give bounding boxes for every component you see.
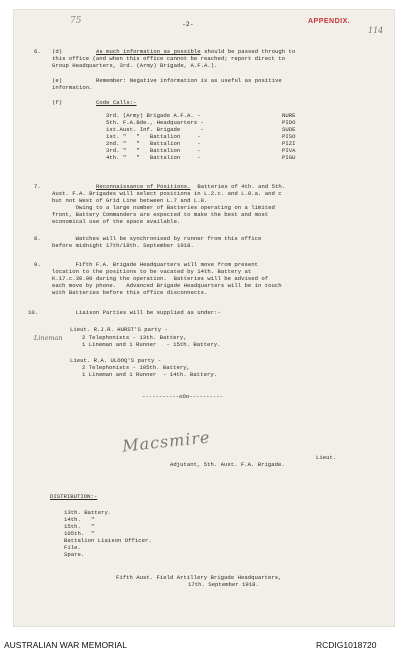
code-call-unit: 2nd. " " Battalion - bbox=[106, 140, 201, 147]
para6-d-line2: this office (and when this office cannot be reached; report direct to bbox=[52, 55, 285, 62]
para6-d-line1-rest: should be passed through to bbox=[200, 48, 296, 55]
para9-line5: with Batteries before this office disconnects. bbox=[52, 289, 208, 296]
para7-line4: Owing to a large number of Batteries operating on a limited bbox=[52, 204, 275, 211]
distribution-item: 105th. " bbox=[64, 530, 95, 537]
party1-title: Lieut. R.J.R. HURST'S party - bbox=[70, 326, 168, 333]
code-call-code: SUDE bbox=[282, 126, 296, 133]
distribution-item: Spare. bbox=[64, 551, 85, 558]
closing-line1: Fifth Aust. Field Artillery Brigade Headquarters, bbox=[116, 574, 282, 581]
para10-line1: Liaison Parties will be supplied as under:- bbox=[52, 309, 221, 316]
party1-handwritten-note: Lineman bbox=[34, 334, 63, 342]
para10-number: 10. bbox=[28, 309, 39, 316]
para8-line1: Watches will be synchronised by runner from this office bbox=[52, 235, 262, 242]
document-page bbox=[14, 10, 394, 626]
party1-line2: 1 Lineman and 1 Runner - 15th. Battery. bbox=[82, 341, 221, 348]
code-call-code: PISO bbox=[282, 133, 296, 140]
para6-e-line1: Remember: Negative information is as useful as positive bbox=[96, 77, 282, 84]
para7-heading: Reconnaissance of Positions. bbox=[96, 183, 191, 190]
distribution-item: 13th. Battery. bbox=[64, 509, 112, 516]
para7-number: 7. bbox=[34, 183, 41, 190]
para8-line2: before midnight 17th/18th. September 1918. bbox=[52, 242, 194, 249]
footer-reference: RCDIG1018720 bbox=[316, 640, 377, 650]
signature-handwritten: Macsmire bbox=[121, 427, 212, 456]
distribution-item: 14th. " bbox=[64, 516, 95, 523]
para6-d-label: (d) bbox=[52, 48, 63, 55]
appendix-stamp: APPENDIX. bbox=[308, 18, 351, 25]
footer-credit: AUSTRALIAN WAR MEMORIAL bbox=[4, 640, 127, 650]
para9-line4: each move by phone. Advanced Brigade Headquarters will be in touch bbox=[52, 282, 282, 289]
code-call-code: PIVA bbox=[282, 147, 296, 154]
distribution-item: File. bbox=[64, 544, 81, 551]
para7-line1-rest: Batteries of 4th. and 5th. bbox=[190, 183, 286, 190]
distribution-item: Battalion Liaison Officer. bbox=[64, 537, 152, 544]
para7-line6: economical use of the space available. bbox=[52, 218, 181, 225]
closing-line2: 17th. September 1918. bbox=[188, 581, 259, 588]
party2-line1: 2 Telephonists - 105th. Battery, bbox=[82, 364, 191, 371]
code-call-code: PIZI bbox=[282, 140, 296, 147]
para6-d-line3: Group Headquarters, 3rd. (Army) Brigade, A.F.A.). bbox=[52, 62, 218, 69]
para9-number: 9. bbox=[34, 261, 41, 268]
code-call-code: PIGU bbox=[282, 154, 296, 161]
party1-line1: 2 Telephonists - 13th. Battery, bbox=[82, 334, 187, 341]
code-call-code: NURE bbox=[282, 112, 296, 119]
signature-line: Adjutant, 5th. Aust. F.A. Brigade. bbox=[170, 461, 285, 468]
para7-line5: front, Battery Commanders are expected to make the best and most bbox=[52, 211, 269, 218]
distribution-heading: DISTRIBUTION:- bbox=[50, 493, 98, 500]
code-calls-heading: Code Calls:- bbox=[96, 99, 137, 106]
separator: -----------oOo---------- bbox=[142, 393, 224, 400]
code-call-unit: 5th. F.A.Bde., Headquarters - bbox=[106, 119, 204, 126]
para8-number: 8. bbox=[34, 235, 41, 242]
para6-e-label: (e) bbox=[52, 77, 63, 84]
handwritten-number: 114 bbox=[368, 26, 384, 35]
para7-line3: but not West of Grid Line between L.7 and L.8. bbox=[52, 197, 208, 204]
distribution-item: 15th. " bbox=[64, 523, 95, 530]
code-call-unit: 3rd. (Army) Brigade A.F.A. - bbox=[106, 112, 201, 119]
para6-number: 6. bbox=[34, 48, 41, 55]
signature-rank: Lieut. bbox=[316, 454, 337, 461]
para6-e-line2: information. bbox=[52, 84, 93, 91]
code-call-unit: 1st. " " Battalion - bbox=[106, 133, 201, 140]
code-call-unit: 4th. " " Battalion - bbox=[106, 154, 201, 161]
para9-line1: Fifth F.A. Brigade Headquarters will move from present bbox=[52, 261, 258, 268]
code-call-unit: 3rd. " " Battalion - bbox=[106, 147, 201, 154]
party2-title: Lieut. R.A. ULOOQ'S party - bbox=[70, 357, 162, 364]
party2-line2: 1 Lineman and 1 Runner - 14th. Battery. bbox=[82, 371, 218, 378]
para9-line2: location to the positions to be vacated by 14th. Battery at bbox=[52, 268, 252, 275]
folio-number: 75 bbox=[70, 16, 82, 26]
para6-d-underlined: As much information as possible bbox=[96, 48, 201, 55]
para6-f-label: (f) bbox=[52, 99, 63, 106]
page-number: -2- bbox=[182, 21, 194, 28]
code-call-code: PIDO bbox=[282, 119, 296, 126]
para7-line2: Aust. F.A. Brigades will select positions in L.2.c. and L.8.a. and c bbox=[52, 190, 282, 197]
para9-line3: K.17.c.30.90 during the operation. Batteries will be advised of bbox=[52, 275, 269, 282]
code-call-unit: 1st.Aust. Inf. Brigade - bbox=[106, 126, 204, 133]
